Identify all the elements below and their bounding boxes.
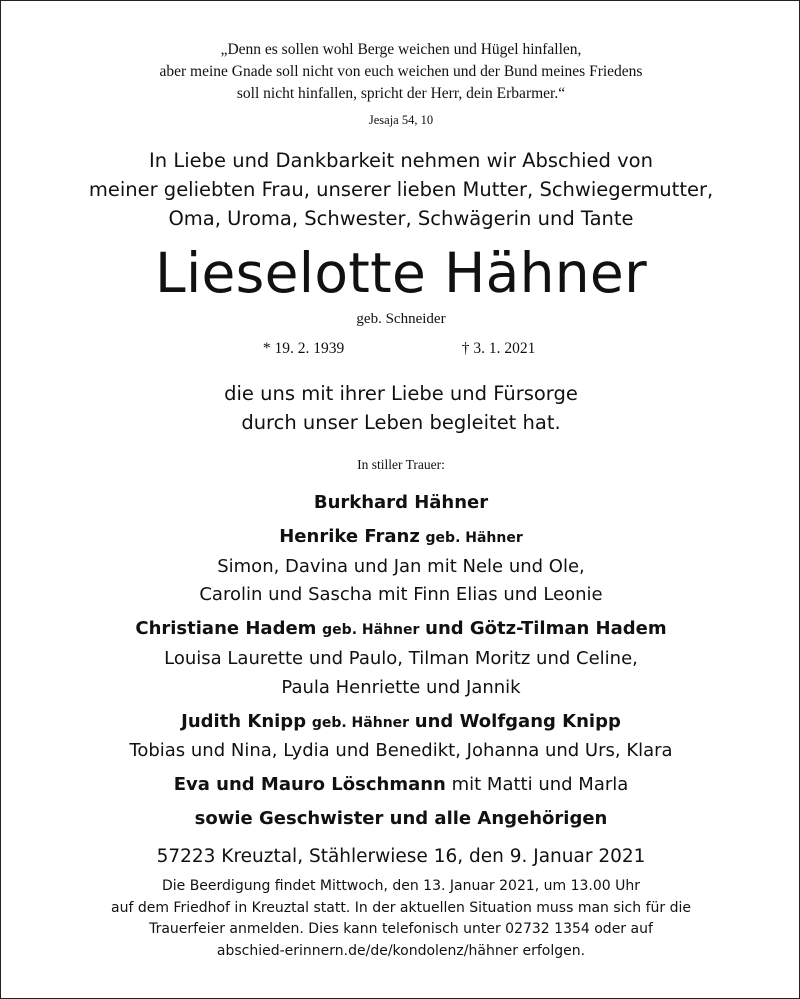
funeral-line: Trauerfeier anmelden. Dies kann telefonisch unter 02732 1354 oder auf <box>149 921 653 937</box>
maiden-name: geb. Hähner <box>311 714 410 731</box>
bible-quote <box>1 39 800 105</box>
funeral-details <box>1 876 800 962</box>
funeral-line: auf dem Friedhof in Kreuztal statt. In der aktuellen Situation muss man sich für die <box>111 899 691 916</box>
quote-line: soll nicht hinfallen, spricht der Herr, dein Erbarmer.“ <box>236 85 566 102</box>
partner-name: und Wolfgang Knipp <box>414 710 621 732</box>
intro-text <box>1 146 800 233</box>
family-member: Burkhard Hähner <box>313 492 489 513</box>
family-children: Louisa Laurette und Paulo, Tilman Moritz und Celine, <box>164 647 638 669</box>
tribute-text <box>1 379 800 437</box>
family-member <box>1 771 800 800</box>
intro-line: Oma, Uroma, Schwester, Schwägerin und Tante <box>168 207 634 230</box>
member-name: Judith Knipp <box>181 710 307 732</box>
deceased-name: Lieselotte Hähner <box>155 241 647 305</box>
birth-name: geb. Schneider <box>356 311 446 327</box>
member-name: Christiane Hadem <box>135 618 317 640</box>
tribute-line: die uns mit ihrer Liebe und Fürsorge <box>224 382 578 405</box>
closing-line: sowie Geschwister und alle Angehörigen <box>194 807 608 829</box>
mourning-label: In stiller Trauer: <box>357 457 445 472</box>
life-dates <box>1 340 800 358</box>
family-children: Tobias und Nina, Lydia und Benedikt, Johanna und Urs, Klara <box>129 740 673 762</box>
quote-line: „Denn es sollen wohl Berge weichen und Hügel hinfallen, <box>220 41 582 58</box>
family-children: Paula Henriette und Jannik <box>281 676 521 698</box>
maiden-name: geb. Hähner <box>425 529 523 546</box>
funeral-line: abschied-erinnern.de/de/kondolenz/hähner erfolgen. <box>216 942 586 959</box>
member-name: Eva und Mauro Löschmann <box>173 774 446 796</box>
intro-line: In Liebe und Dankbarkeit nehmen wir Abschied von <box>149 149 653 172</box>
family-children: Simon, Davina und Jan mit Nele und Ole, <box>217 555 585 577</box>
tribute-line: durch unser Leben begleitet hat. <box>241 411 561 434</box>
birth-date: * 19. 2. 1939 <box>262 340 345 357</box>
family-children: mit Matti und Marla <box>451 774 629 796</box>
place-date: 57223 Kreuztal, Stählerwiese 16, den 9. Januar 2021 <box>156 846 646 867</box>
family-children: Carolin und Sascha mit Finn Elias und Leonie <box>199 584 603 606</box>
funeral-line: Die Beerdigung findet Mittwoch, den 13. Januar 2021, um 13.00 Uhr <box>161 878 641 894</box>
partner-name: und Götz-Tilman Hadem <box>425 618 667 640</box>
maiden-name: geb. Hähner <box>322 622 420 639</box>
member-name: Henrike Franz <box>279 525 420 547</box>
family-list <box>1 489 800 834</box>
death-date: † 3. 1. 2021 <box>461 340 536 357</box>
family-member <box>1 615 800 645</box>
quote-line: aber meine Gnade soll nicht von euch weichen und der Bund meines Friedens <box>159 63 643 80</box>
family-member <box>1 708 800 738</box>
family-member <box>1 523 800 553</box>
quote-reference: Jesaja 54, 10 <box>368 113 434 127</box>
intro-line: meiner geliebten Frau, unserer lieben Mutter, Schwiegermutter, <box>88 178 714 201</box>
